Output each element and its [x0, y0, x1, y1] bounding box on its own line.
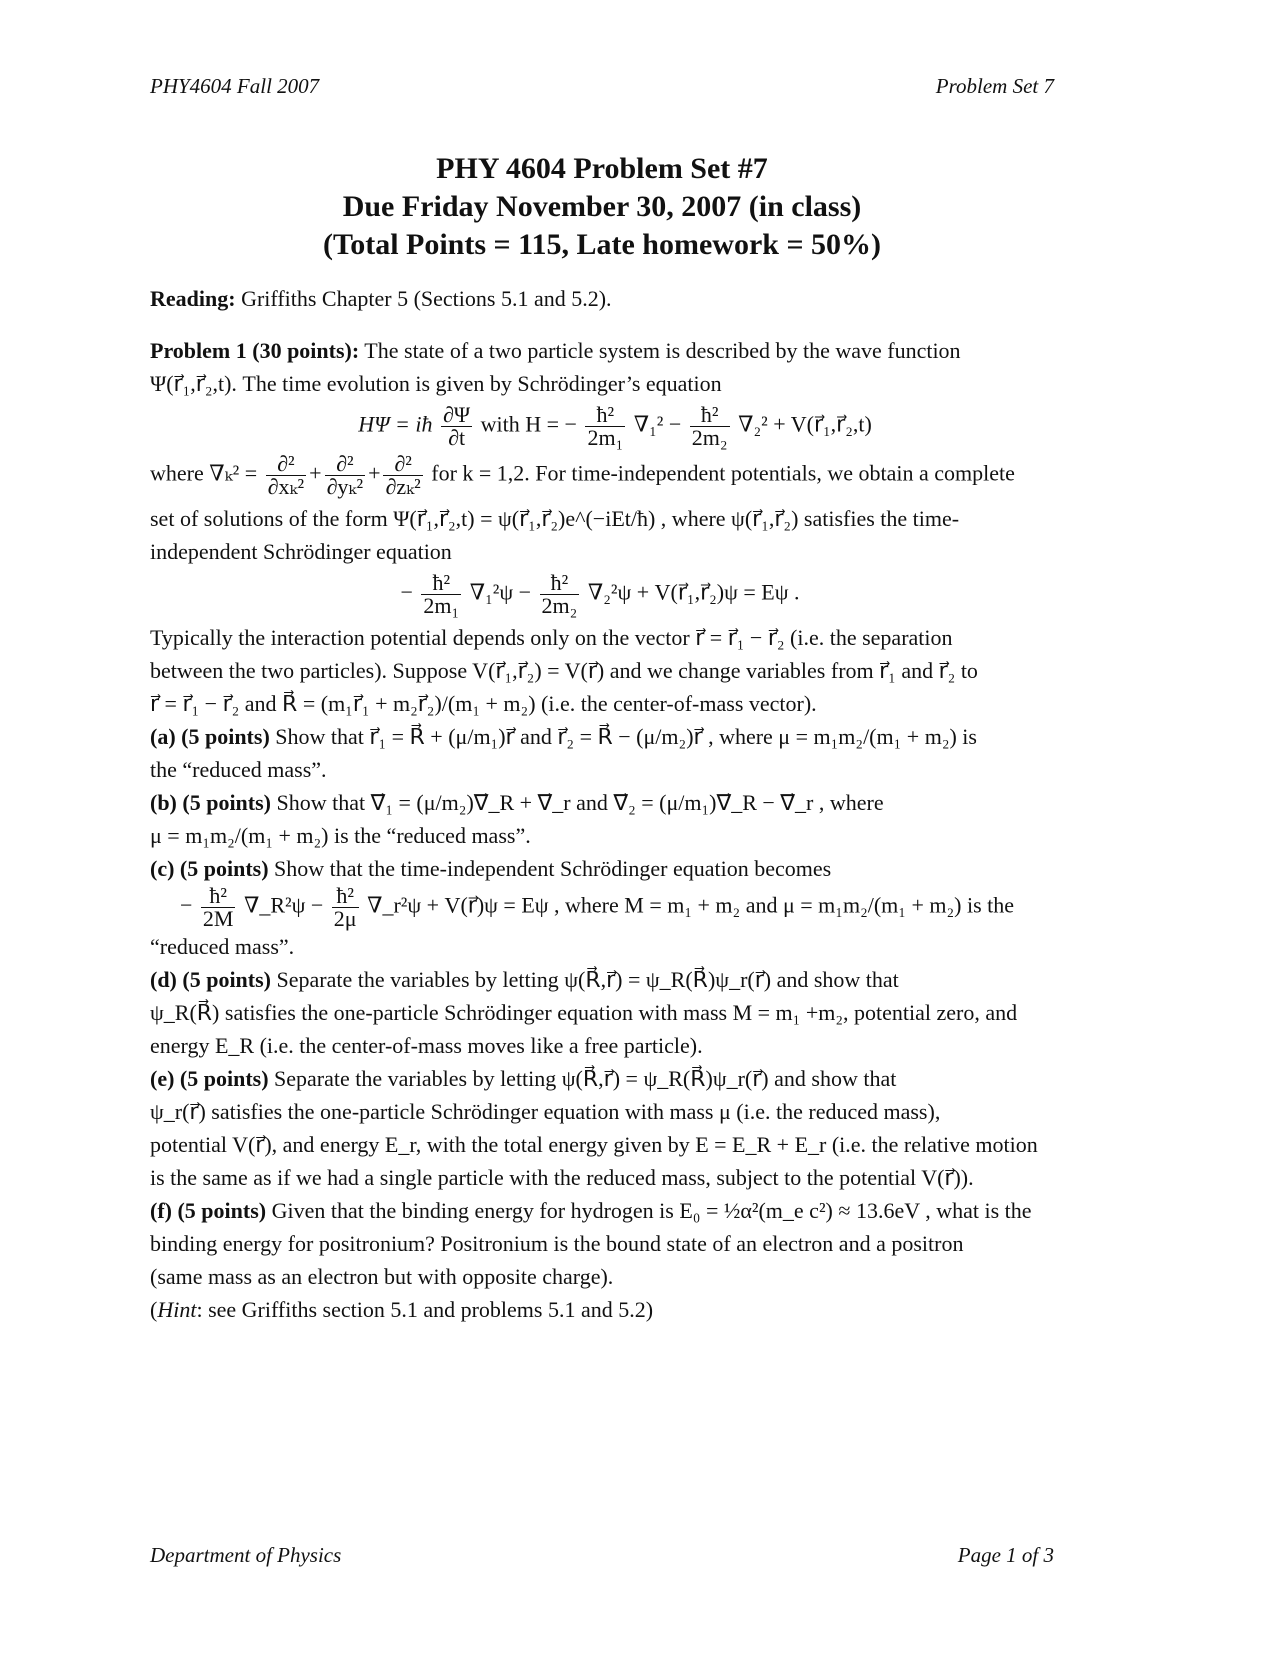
part-e-line-3: potential V(r⃗), and energy E_r, with the total energy given by E = E_R + E_r (i.e. the relative motion	[150, 1132, 1038, 1157]
part-e-line-2: ψ_r(r⃗) satisfies the one-particle Schrödinger equation with mass μ (i.e. the reduced mass),	[150, 1099, 941, 1124]
part-f-line-3: (same mass as an electron but with opposite charge).	[150, 1264, 614, 1289]
part-d-line-2: ψ_R(R⃗) satisfies the one-particle Schrödinger equation with mass M = m₁ +m₂, potential zero, and	[150, 1000, 1018, 1025]
fraction-dpsi-dt: $\frac{\partial\Psi}{\partial t}$	[443, 402, 471, 450]
part-a: (a) (5 points) Show that r⃗₁ = R⃗ + (μ/m₁)r⃗ and r⃗₂ = R⃗ − (μ/m₂)r⃗ , where μ = m₁m₂/(m₁ + m₂) is	[150, 724, 977, 749]
part-c: (c) (5 points) Show that the time-independent Schrödinger equation becomes	[150, 856, 832, 881]
problem-1-intro: The state of a two particle system is described by the wave function	[359, 338, 961, 363]
laplacian-definition: where ∇ₖ² = $\frac{\text{∂²}}{\text{∂xₖ²}}$ + $\frac{\text{∂²}}{\text{∂yₖ²}}$ + $\frac{\text{∂²}}{\text{∂zₖ²}}$ for k = 1,2. For time-independent potentials, we obtain a complete	[150, 451, 1015, 499]
document-title	[150, 150, 1054, 264]
part-b-line-2: μ = m₁m₂/(m₁ + m₂) is the “reduced mass”.	[150, 823, 531, 848]
solution-form-line: set of solutions of the form Ψ(r⃗₁,r⃗₂,t) = ψ(r⃗₁,r⃗₂)e^(−iEt/ħ) , where ψ(r⃗₁,r⃗₂) satisfies the time-	[150, 506, 960, 531]
running-header-course: PHY4604 Fall 2007	[150, 74, 320, 98]
title-line-2: Due Friday November 30, 2007 (in class)	[342, 190, 862, 223]
part-b: (b) (5 points) Show that ∇⃗₁ = (μ/m₂)∇⃗_R + ∇⃗_r and ∇⃗₂ = (μ/m₁)∇⃗_R − ∇⃗_r , where	[150, 790, 884, 815]
hint: (Hint: see Griffiths section 5.1 and problems 5.1 and 5.2)	[150, 1297, 654, 1322]
title-line-1: PHY 4604 Problem Set #7	[436, 152, 768, 185]
part-f-line-2: binding energy for positronium? Positronium is the bound state of an electron and a positron	[150, 1231, 964, 1256]
time-independent-schrodinger-equation: − $\frac{\text{ħ²}}{\text{2m₁}}$ ∇₁²ψ − $\frac{\text{ħ²}}{\text{2m₂}}$ ∇₂²ψ + V(r⃗₁,r⃗₂)ψ = Eψ .	[400, 570, 800, 618]
reading-label: Reading:	[150, 286, 236, 311]
part-e-line-4: is the same as if we had a single particle with the reduced mass, subject to the potential V(r⃗)).	[150, 1165, 974, 1190]
part-f: (f) (5 points) Given that the binding energy for hydrogen is E₀ = ½α²(m_e c²) ≈ 13.6eV , what is the	[150, 1198, 1032, 1223]
running-header-title: Problem Set 7	[935, 74, 1054, 98]
part-e: (e) (5 points) Separate the variables by letting ψ(R⃗,r⃗) = ψ_R(R⃗)ψ_r(r⃗) and show that	[150, 1066, 897, 1091]
typical-potential-line-1: Typically the interaction potential depends only on the vector r⃗ = r⃗₁ − r⃗₂ (i.e. the separation	[150, 625, 953, 650]
typical-potential-line-2: between the two particles). Suppose V(r⃗₁,r⃗₂) = V(r⃗) and we change variables from r⃗₁ and r⃗₂ to	[150, 658, 978, 683]
problem-1-line-2: Ψ(r⃗₁,r⃗₂,t). The time evolution is given by Schrödinger’s equation	[150, 371, 722, 396]
problem-1-label: Problem 1 (30 points):	[150, 338, 360, 363]
part-c-line-3: “reduced mass”.	[150, 934, 295, 959]
solution-form-line-2: independent Schrödinger equation	[150, 539, 452, 564]
time-dependent-schrodinger-equation: HΨ = iħ $\frac{\partial\Psi}{\partial t}$ with H = − $\frac{\text{ħ²}}{\text{2m₁}}$ ∇₁² − $\frac{\text{ħ²}}{\text{2m₂}}$ ∇₂² + V(r⃗₁,r⃗₂,t)	[358, 402, 872, 450]
footer-department: Department of Physics	[150, 1543, 342, 1567]
reading-line	[150, 282, 1110, 315]
reading-text: Griffiths Chapter 5 (Sections 5.1 and 5.2).	[235, 286, 612, 311]
typical-potential-line-3: r⃗ = r⃗₁ − r⃗₂ and R⃗ = (m₁r⃗₁ + m₂r⃗₂)/(m₁ + m₂) (i.e. the center-of-mass vector).	[150, 691, 817, 716]
part-d: (d) (5 points) Separate the variables by letting ψ(R⃗,r⃗) = ψ_R(R⃗)ψ_r(r⃗) and show that	[150, 967, 899, 992]
title-line-3: (Total Points = 115, Late homework = 50%)	[322, 228, 882, 261]
part-a-line-2: the “reduced mass”.	[150, 757, 327, 782]
footer-page-number: Page 1 of 3	[957, 1543, 1054, 1567]
fraction-hbar2-2m2: $\frac{\text{ħ²}}{\text{2m₂}}$	[691, 402, 728, 450]
part-c-equation: − $\frac{\text{ħ²}}{2M}$ ∇_R²ψ − $\frac{\text{ħ²}}{2\mu}$ ∇_r²ψ + V(r⃗)ψ = Eψ , where M = m₁ + m₂ and μ = m₁m₂/(m₁ + m₂) is the	[180, 883, 1015, 931]
part-d-line-3: energy E_R (i.e. the center-of-mass moves like a free particle).	[150, 1033, 703, 1058]
problem-1	[150, 334, 1110, 1326]
fraction-hbar2-2m1: $\frac{\text{ħ²}}{\text{2m₁}}$	[587, 402, 624, 450]
